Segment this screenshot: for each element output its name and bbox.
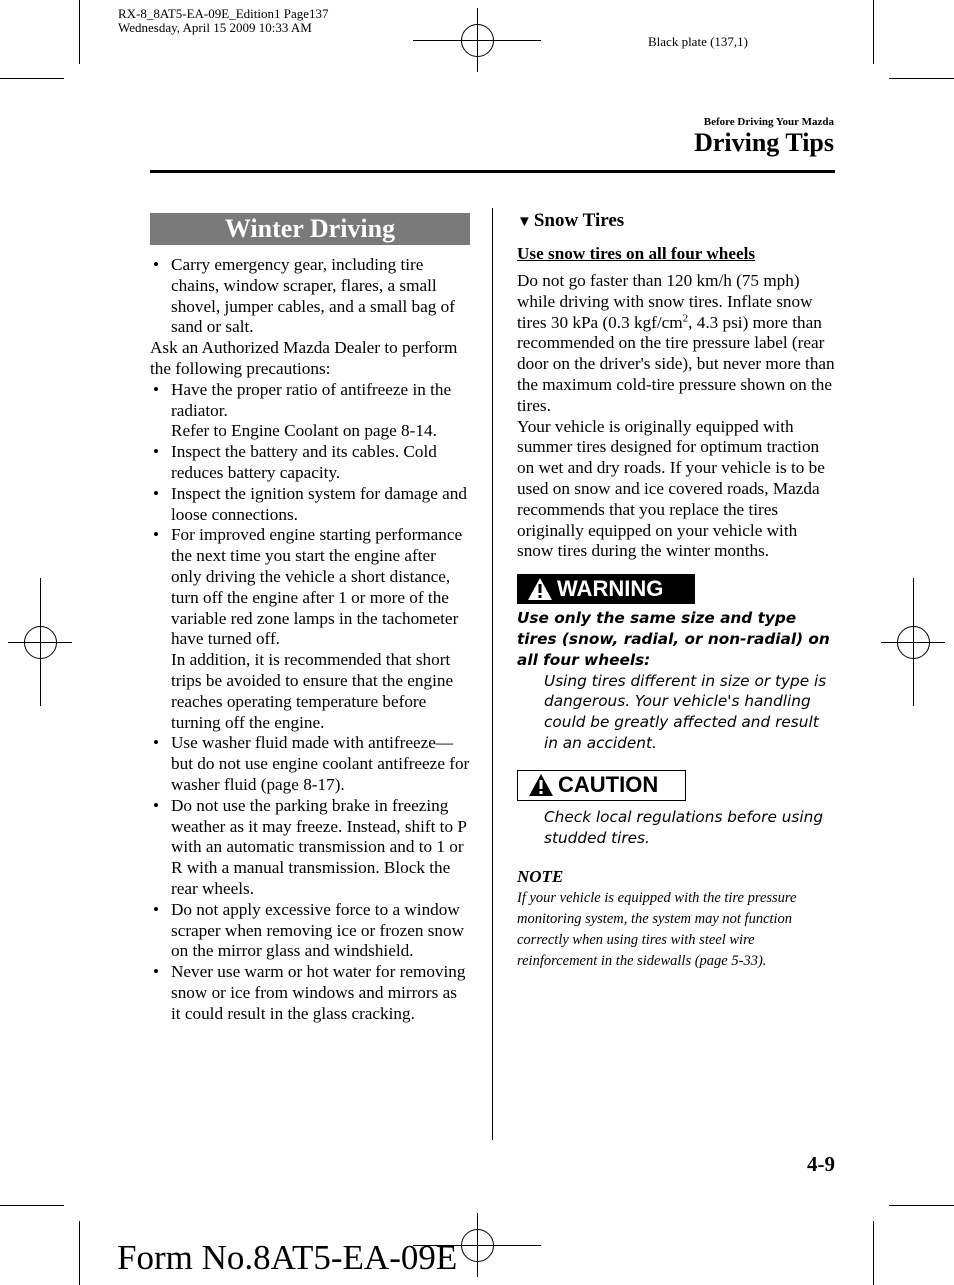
- caution-label: CAUTION: [558, 771, 659, 797]
- superscript-2: 2: [682, 311, 689, 324]
- item-text: Never use warm or hot water for removing snow or ice from windows and mirrors as it could result in the glass cracking.: [171, 962, 466, 1023]
- item-text: Use washer fluid made with antifreeze—but do not use engine coolant antifreeze for washer fluid (page 8-17).: [171, 733, 470, 794]
- warning-badge: [517, 574, 695, 604]
- list-item: [150, 484, 470, 526]
- section-name: Before Driving Your Mazda: [703, 116, 834, 128]
- registration-left-circle: [24, 626, 57, 659]
- left-column: [150, 213, 470, 1024]
- list-item: • Carry emergency gear, including tire chains, window scraper, flares, a small shovel, jumper cables, and a small bag of sand or salt.: [150, 255, 470, 338]
- crop-mark-br-v: [873, 1221, 874, 1285]
- item-text: Inspect the ignition system for damage and loose connections.: [171, 483, 467, 524]
- dealer-intro: Ask an Authorized Mazda Dealer to perform the following precautions:: [150, 338, 458, 378]
- print-slug: [118, 7, 329, 35]
- crop-mark-tl-h: [0, 78, 64, 79]
- page-number: 4-9: [807, 1152, 835, 1176]
- form-number: Form No.8AT5-EA-09E: [117, 1238, 458, 1277]
- crop-mark-bl-v: [79, 1221, 80, 1285]
- list-item: [150, 442, 470, 484]
- warning-headline: Use only the same size and type tires (snow, radial, or non-radial) on all four wheels:: [517, 609, 830, 669]
- list-item: [150, 900, 470, 962]
- crop-mark-br-h: [889, 1205, 954, 1206]
- snow-tires-heading: [517, 208, 837, 235]
- crop-mark-bl-h: [0, 1205, 64, 1206]
- right-column: [517, 208, 837, 972]
- four-wheels-heading: Use snow tires on all four wheels: [517, 244, 756, 263]
- para1-b: , 4.3 psi) more than recommended on the tire pressure label (rear door on the driver's side), but never more than the maximum cold-tire pressure shown on the tires.: [517, 312, 835, 415]
- note-body: If your vehicle is equipped with the tire pressure monitoring system, the system may not function correctly when using tires with steel wire reinforcement in the sidewalls (page 5-33).: [517, 890, 797, 969]
- registration-bottom-circle: [461, 1229, 494, 1262]
- registration-top-circle: [461, 24, 494, 57]
- list-item: [150, 525, 470, 733]
- header-rule: [150, 170, 835, 173]
- warning-label: WARNING: [557, 575, 664, 601]
- item-text: Do not use the parking brake in freezing weather as it may freeze. Instead, shift to P with an automatic transmission and to 1 or R with a manual transmission. Block the rear wheels.: [171, 795, 467, 898]
- item-extra: Refer to Engine Coolant on page 8-14.: [171, 421, 437, 441]
- crop-mark-tr-v: [873, 0, 874, 64]
- item-extra: In addition, it is recommended that short trips be avoided to ensure that the engine reaches operating temperature before turning off the engine.: [171, 650, 454, 732]
- snow-tire-body: [517, 271, 837, 562]
- warning-body: Using tires different in size or type is dangerous. Your vehicle's handling could be greatly affected and result in an accident.: [544, 671, 827, 752]
- note-label: NOTE: [517, 867, 564, 887]
- list-item: [150, 733, 470, 795]
- item-text: Inspect the battery and its cables. Cold reduces battery capacity.: [171, 442, 437, 482]
- list-item: [150, 962, 470, 1024]
- plate-label: Black plate (137,1): [648, 34, 748, 49]
- precaution-list: [150, 380, 470, 1025]
- crop-mark-tr-h: [889, 78, 954, 79]
- winter-driving-title: Winter Driving: [150, 213, 470, 245]
- slug-line-2: Wednesday, April 15 2009 10:33 AM: [118, 20, 312, 35]
- paragraph: Your vehicle is originally equipped with summer tires designed for optimum traction on wet and dry roads. If your vehicle is to be used on snow and ice covered roads, Mazda recommends that you replace the tires originally equipped on your vehicle with snow tires during the winter months.: [517, 416, 825, 561]
- crop-mark-tl-v: [79, 0, 80, 64]
- subhead-text: Snow Tires: [533, 210, 625, 231]
- registration-right-circle: [897, 626, 930, 659]
- caution-triangle-icon: [528, 773, 554, 797]
- slug-line-1: RX-8_8AT5-EA-09E_Edition1 Page137: [118, 6, 329, 21]
- paragraph: [517, 271, 837, 417]
- caution-badge: [517, 770, 686, 801]
- item-text: For improved engine starting performance the next time you start the engine after only driving the vehicle a short distance, turn off the engine after 1 or more of the variable red zone lamps in the tachometer have turned off.: [171, 525, 463, 649]
- gear-list: [150, 255, 470, 338]
- chapter-title: Driving Tips: [694, 128, 834, 157]
- item-text: Do not apply excessive force to a window scraper when removing ice or frozen snow on the mirror glass and windshield.: [171, 899, 465, 961]
- para1-a: Do not go faster than 120 km/h (75 mph) while driving with snow tires. Inflate snow tires 30 kPa (0.3 kgf/cm: [517, 271, 813, 332]
- warning-triangle-icon: [527, 577, 553, 601]
- caution-body: Check local regulations before using studded tires.: [544, 807, 824, 847]
- item-text: Have the proper ratio of antifreeze in the radiator.: [171, 379, 452, 420]
- triangle-marker-icon: ▼: [517, 214, 532, 230]
- list-item: [150, 380, 470, 442]
- column-divider: [492, 208, 493, 1140]
- list-item: [150, 796, 470, 900]
